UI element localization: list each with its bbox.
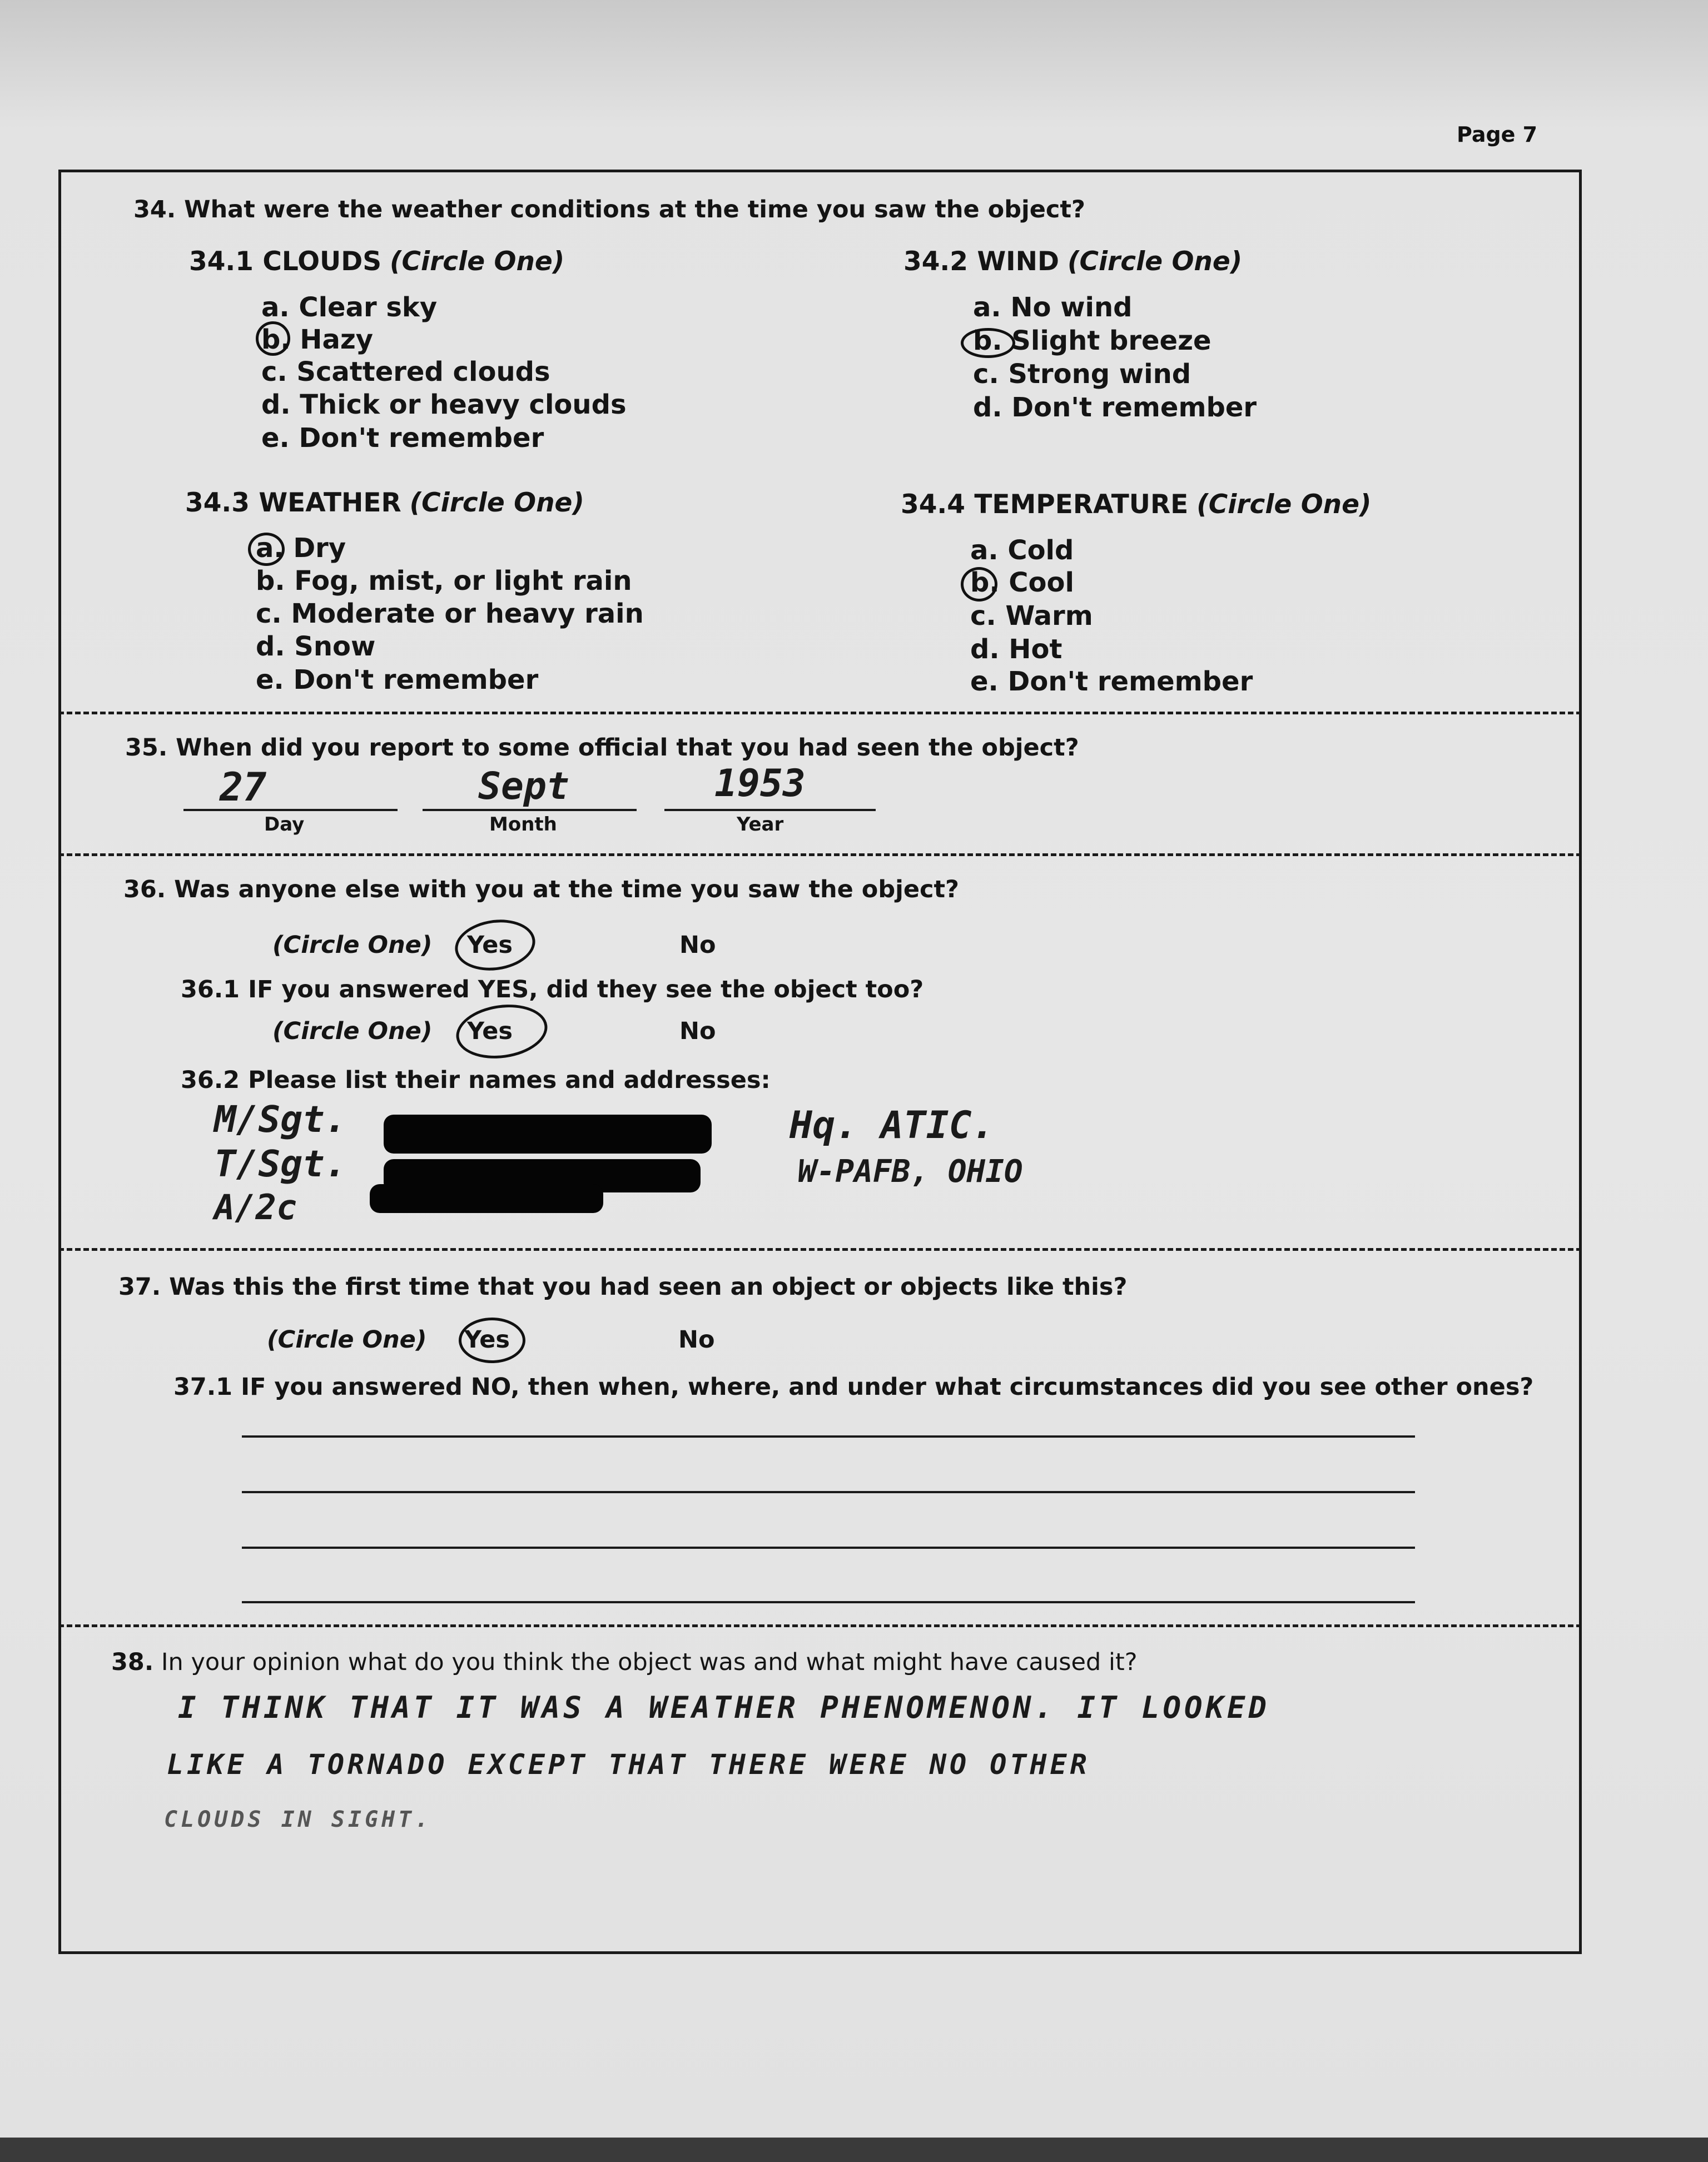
witness-base: W-PAFB, OHIO: [798, 1154, 1023, 1190]
month-label: Month: [489, 813, 557, 836]
witness-rank-2: T/Sgt.: [214, 1142, 347, 1185]
q36-yes: Yes: [467, 931, 513, 959]
wind-option-d: d. Don't remember: [973, 392, 1257, 423]
clouds-option-a: a. Clear sky: [261, 292, 438, 323]
scan-edge: [0, 2138, 1708, 2162]
q36-1-circle-one: (Circle One): [272, 1017, 433, 1045]
answer-line: [242, 1491, 1415, 1493]
q38-text: 38. In your opinion what do you think the object was and what might have caused it?: [111, 1648, 1138, 1676]
q38-answer-line-2: LIKE A TORNADO EXCEPT THAT THERE WERE NO OTHER: [167, 1748, 1090, 1781]
q37-yes: Yes: [464, 1326, 510, 1354]
q34-2-heading: 34.2 WIND (Circle One): [903, 246, 1243, 277]
year-line: [664, 809, 876, 811]
temp-option-d: d. Hot: [970, 634, 1062, 665]
witness-unit: Hq. ATIC.: [790, 1104, 995, 1147]
answer-line: [242, 1601, 1415, 1603]
q38-answer-line-1: I THINK THAT IT WAS A WEATHER PHENOMENON. IT LOOKED: [178, 1690, 1270, 1725]
wind-option-b: b. Slight breeze: [973, 325, 1212, 356]
witness-rank-1: M/Sgt.: [214, 1098, 347, 1141]
temp-option-e: e. Don't remember: [970, 666, 1253, 697]
weather-option-c: c. Moderate or heavy rain: [256, 598, 644, 629]
page-number: Page 7: [1457, 122, 1538, 147]
weather-option-a: a. Dry: [256, 533, 346, 564]
day-label: Day: [264, 813, 305, 836]
q36-1-no: No: [679, 1017, 716, 1045]
q36-1-text: 36.1 IF you answered YES, did they see the object too?: [181, 976, 924, 1003]
temp-option-b: b. Cool: [970, 567, 1074, 598]
q35-text: 35. When did you report to some official that you had seen the object?: [125, 734, 1079, 762]
q35-day-value: 27: [220, 764, 267, 810]
q37-text: 37. Was this the first time that you had seen an object or objects like this?: [118, 1273, 1128, 1301]
q37-circle-one: (Circle One): [267, 1326, 427, 1354]
wind-option-c: c. Strong wind: [973, 359, 1191, 390]
circle-mark: [256, 321, 290, 356]
circle-mark: [961, 328, 1015, 358]
wind-option-a: a. No wind: [973, 292, 1133, 323]
q36-1-yes: Yes: [467, 1017, 513, 1045]
q37-no: No: [678, 1326, 715, 1354]
q36-2-text: 36.2 Please list their names and addresses:: [181, 1066, 771, 1094]
circle-mark: [459, 1318, 525, 1363]
weather-option-b: b. Fog, mist, or light rain: [256, 565, 632, 597]
clouds-option-b: b. Hazy: [261, 324, 374, 355]
section-divider: [58, 853, 1582, 856]
day-line: [183, 809, 398, 811]
q34-1-heading: 34.1 CLOUDS (Circle One): [189, 246, 565, 277]
q37-1-text: 37.1 IF you answered NO, then when, where, and under what circumstances did you see other ones?: [173, 1373, 1534, 1401]
q36-text: 36. Was anyone else with you at the time you saw the object?: [123, 876, 960, 903]
q34-text: 34. What were the weather conditions at the time you saw the object?: [133, 196, 1085, 223]
clouds-option-c: c. Scattered clouds: [261, 356, 550, 387]
redaction-bar: [384, 1115, 712, 1154]
circle-mark: [961, 567, 997, 602]
q34-4-heading: 34.4 TEMPERATURE (Circle One): [901, 489, 1372, 520]
weather-option-e: e. Don't remember: [256, 664, 539, 695]
section-divider: [58, 1624, 1582, 1627]
clouds-option-d: d. Thick or heavy clouds: [261, 389, 627, 420]
weather-option-d: d. Snow: [256, 631, 376, 662]
q34-3-heading: 34.3 WEATHER (Circle One): [185, 488, 584, 518]
section-divider: [58, 712, 1582, 714]
witness-rank-3: A/2c: [214, 1187, 297, 1227]
year-label: Year: [737, 813, 784, 836]
clouds-option-e: e. Don't remember: [261, 423, 544, 454]
q35-month-value: Sept: [478, 764, 569, 808]
answer-line: [242, 1547, 1415, 1549]
q38-answer-line-3: CLOUDS IN SIGHT.: [164, 1807, 432, 1832]
q35-year-value: 1953: [714, 762, 806, 806]
redaction-bar: [370, 1184, 603, 1213]
temp-option-c: c. Warm: [970, 600, 1093, 632]
answer-line: [242, 1435, 1415, 1438]
section-divider: [58, 1248, 1582, 1251]
month-line: [423, 809, 637, 811]
q36-circle-one: (Circle One): [272, 931, 433, 959]
q36-no: No: [679, 931, 716, 959]
circle-mark: [248, 533, 285, 566]
temp-option-a: a. Cold: [970, 535, 1074, 566]
